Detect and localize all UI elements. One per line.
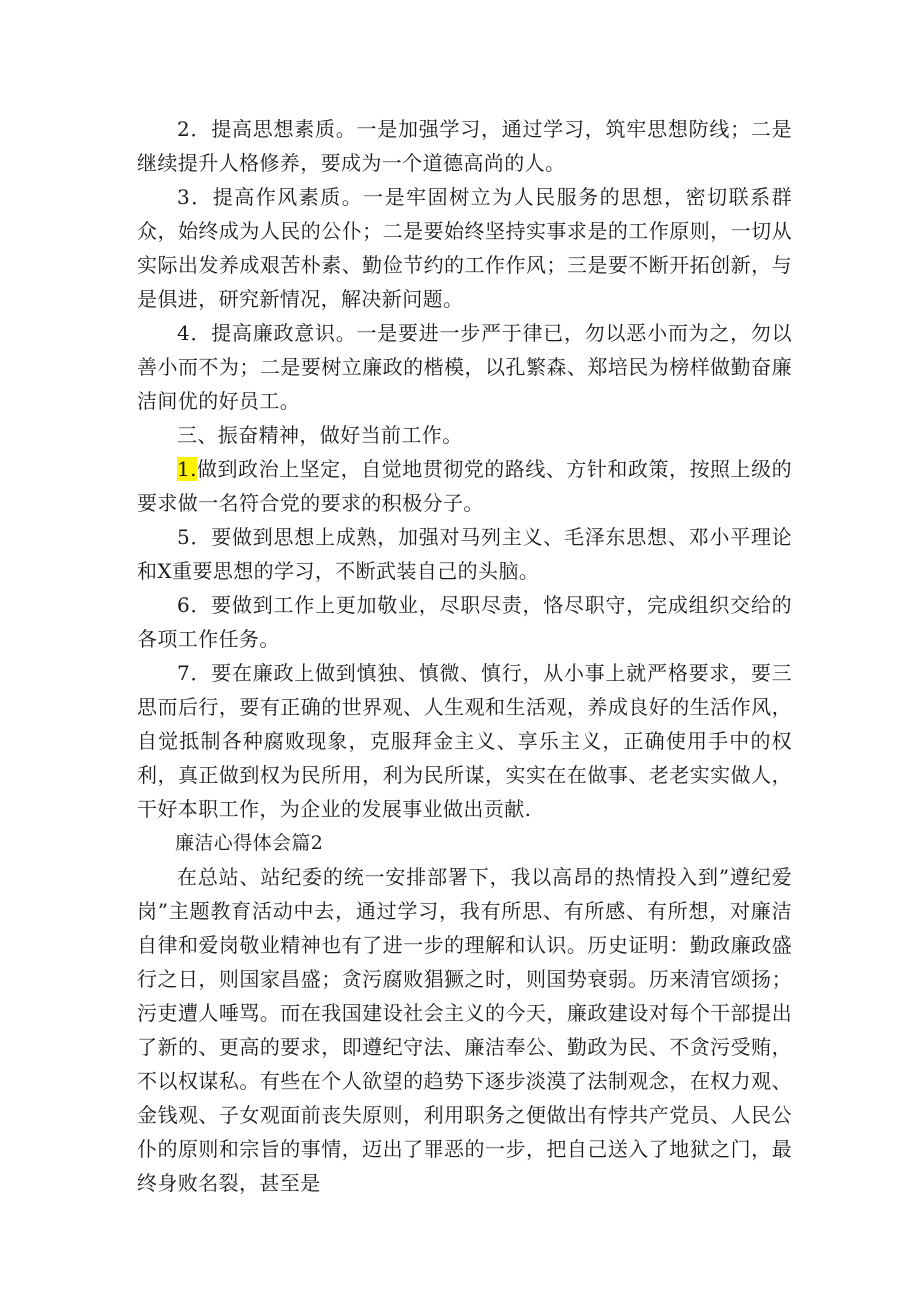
section-heading-3: 三、振奋精神，做好当前工作。 xyxy=(177,423,463,447)
paragraph-item-4: 4．提高廉政意识。一是要进一步严于律已，勿以恶小而为之，勿以善小而不为；二是要树立廉政的楷模，以孔繁森、郑培民为榜样做勤奋廉洁间优的好员工。 xyxy=(137,321,792,413)
paragraph-item-7: 7．要在廉政上做到慎独、慎微、慎行，从小事上就严格要求，要三思而后行，要有正确的世界观、人生观和生活观，养成良好的生活作风，自觉抵制各种腐败现象，克服拜金主义、享乐主义，正确使用手中的权利，真正做到权为民所用，利为民所谋，实实在在做事、老老实实做人，干好本职工作，为企业的发展事业做出贡献. xyxy=(137,661,792,821)
paragraph-item-1-text: 做到政治上坚定，自觉地贯彻党的路线、方针和政策，按照上级的要求做一名符合党的要求的积极分子。 xyxy=(137,457,792,515)
document-body xyxy=(137,112,792,1200)
paragraph-item-5: 5．要做到思想上成熟，加强对马列主义、毛泽东思想、邓小平理论和X重要思想的学习，不断武装自己的头脑。 xyxy=(137,525,792,583)
highlighted-number: 1. xyxy=(177,457,197,481)
paragraph-item-3: 3．提高作风素质。一是牢固树立为人民服务的思想，密切联系群众，始终成为人民的公仆；二是要始终坚持实事求是的工作原则，一切从实际出发养成艰苦朴素、勤俭节约的工作作风；三是要不断开拓创新，与是俱进，研究新情况，解决新问题。 xyxy=(137,185,792,311)
paragraph-item-6: 6．要做到工作上更加敬业，尽职尽责，恪尽职守，完成组织交给的各项工作任务。 xyxy=(137,593,792,651)
paragraph-item-1 xyxy=(137,452,792,520)
paragraph-item-2: 2．提高思想素质。一是加强学习，通过学习，筑牢思想防线；二是继续提升人格修养，要成为一个道德高尚的人。 xyxy=(137,117,792,175)
paragraph-body: 在总站、站纪委的统一安排部署下，我以高昂的热情投入到”遵纪爱岗”主题教育活动中去，通过学习，我有所思、有所感、有所想，对廉洁自律和爱岗敬业精神也有了进一步的理解和认识。历史证明：勤政廉政盛行之日，则国家昌盛；贪污腐败猖獗之时，则国势衰弱。历来清官颂扬；污吏遭人唾骂。而在我国建设社会主义的今天，廉政建设对每个干部提出了新的、更高的要求，即遵纪守法、廉洁奉公、勤政为民、不贪污受贿，不以权谋私。有些在个人欲望的趋势下逐步淡漠了法制观念，在权力观、金钱观、子女观面前丧失原则，利用职务之便做出有悖共产党员、人民公仆的原则和宗旨的事情，迈出了罪恶的一步，把自己送入了地狱之门，最终身败名裂，甚至是 xyxy=(137,865,792,1195)
article-heading: 廉洁心得体会篇2 xyxy=(175,832,324,854)
